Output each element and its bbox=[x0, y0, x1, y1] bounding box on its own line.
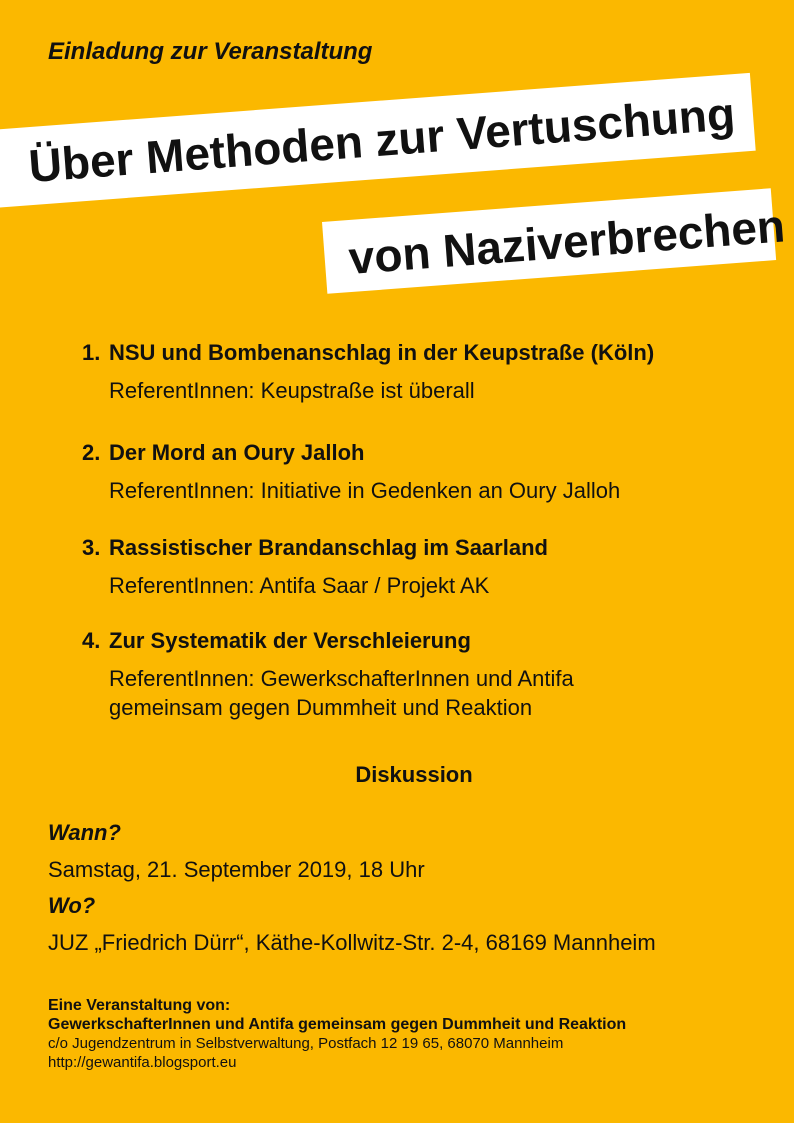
agenda-item-speakers: ReferentInnen: Antifa Saar / Projekt AK bbox=[109, 573, 490, 598]
where-label: Wo? bbox=[48, 893, 96, 918]
event-kicker: Einladung zur Veranstaltung bbox=[48, 38, 373, 65]
when-value: Samstag, 21. September 2019, 18 Uhr bbox=[48, 857, 425, 882]
title-banner-line-2: von Naziverbrechen bbox=[322, 188, 776, 294]
agenda-item bbox=[82, 535, 762, 600]
where-value: JUZ „Friedrich Dürr“, Käthe-Kollwitz-Str. 2-4, 68169 Mannheim bbox=[48, 930, 656, 955]
agenda-item-number: 4. bbox=[82, 628, 101, 653]
agenda-item bbox=[82, 628, 762, 722]
agenda-item-title: Zur Systematik der Verschleierung bbox=[109, 628, 471, 653]
agenda-item-title: NSU und Bombenanschlag in der Keupstraße (Köln) bbox=[109, 340, 655, 365]
agenda-item-speakers: ReferentInnen: Initiative in Gedenken an Oury Jalloh bbox=[109, 478, 621, 503]
discussion-heading: Diskussion bbox=[355, 762, 473, 787]
agenda-item-title: Der Mord an Oury Jalloh bbox=[109, 440, 365, 465]
agenda-item bbox=[82, 340, 762, 405]
title-banner-line-1: Über Methoden zur Vertuschung bbox=[0, 73, 756, 208]
agenda-item-number: 3. bbox=[82, 535, 101, 560]
agenda-item-speakers: ReferentInnen: GewerkschafterInnen und Antifa gemeinsam gegen Dummheit und Reaktion bbox=[109, 666, 574, 720]
organizer-footer bbox=[48, 996, 626, 1072]
footer-heading: Eine Veranstaltung von: bbox=[48, 997, 231, 1014]
footer-address: c/o Jugendzentrum in Selbstverwaltung, Postfach 12 19 65, 68070 Mannheim bbox=[48, 1035, 564, 1052]
when-label: Wann? bbox=[48, 820, 121, 845]
footer-url-link[interactable]: http://gewantifa.blogsport.eu bbox=[48, 1054, 237, 1071]
footer-organizer: GewerkschafterInnen und Antifa gemeinsam gegen Dummheit und Reaktion bbox=[48, 1016, 627, 1033]
agenda-item-speakers: ReferentInnen: Keupstraße ist überall bbox=[109, 378, 475, 403]
agenda-item-title: Rassistischer Brandanschlag im Saarland bbox=[109, 535, 548, 560]
agenda-item-number: 1. bbox=[82, 340, 101, 365]
agenda-item bbox=[82, 440, 762, 505]
agenda-item-number: 2. bbox=[82, 440, 101, 465]
